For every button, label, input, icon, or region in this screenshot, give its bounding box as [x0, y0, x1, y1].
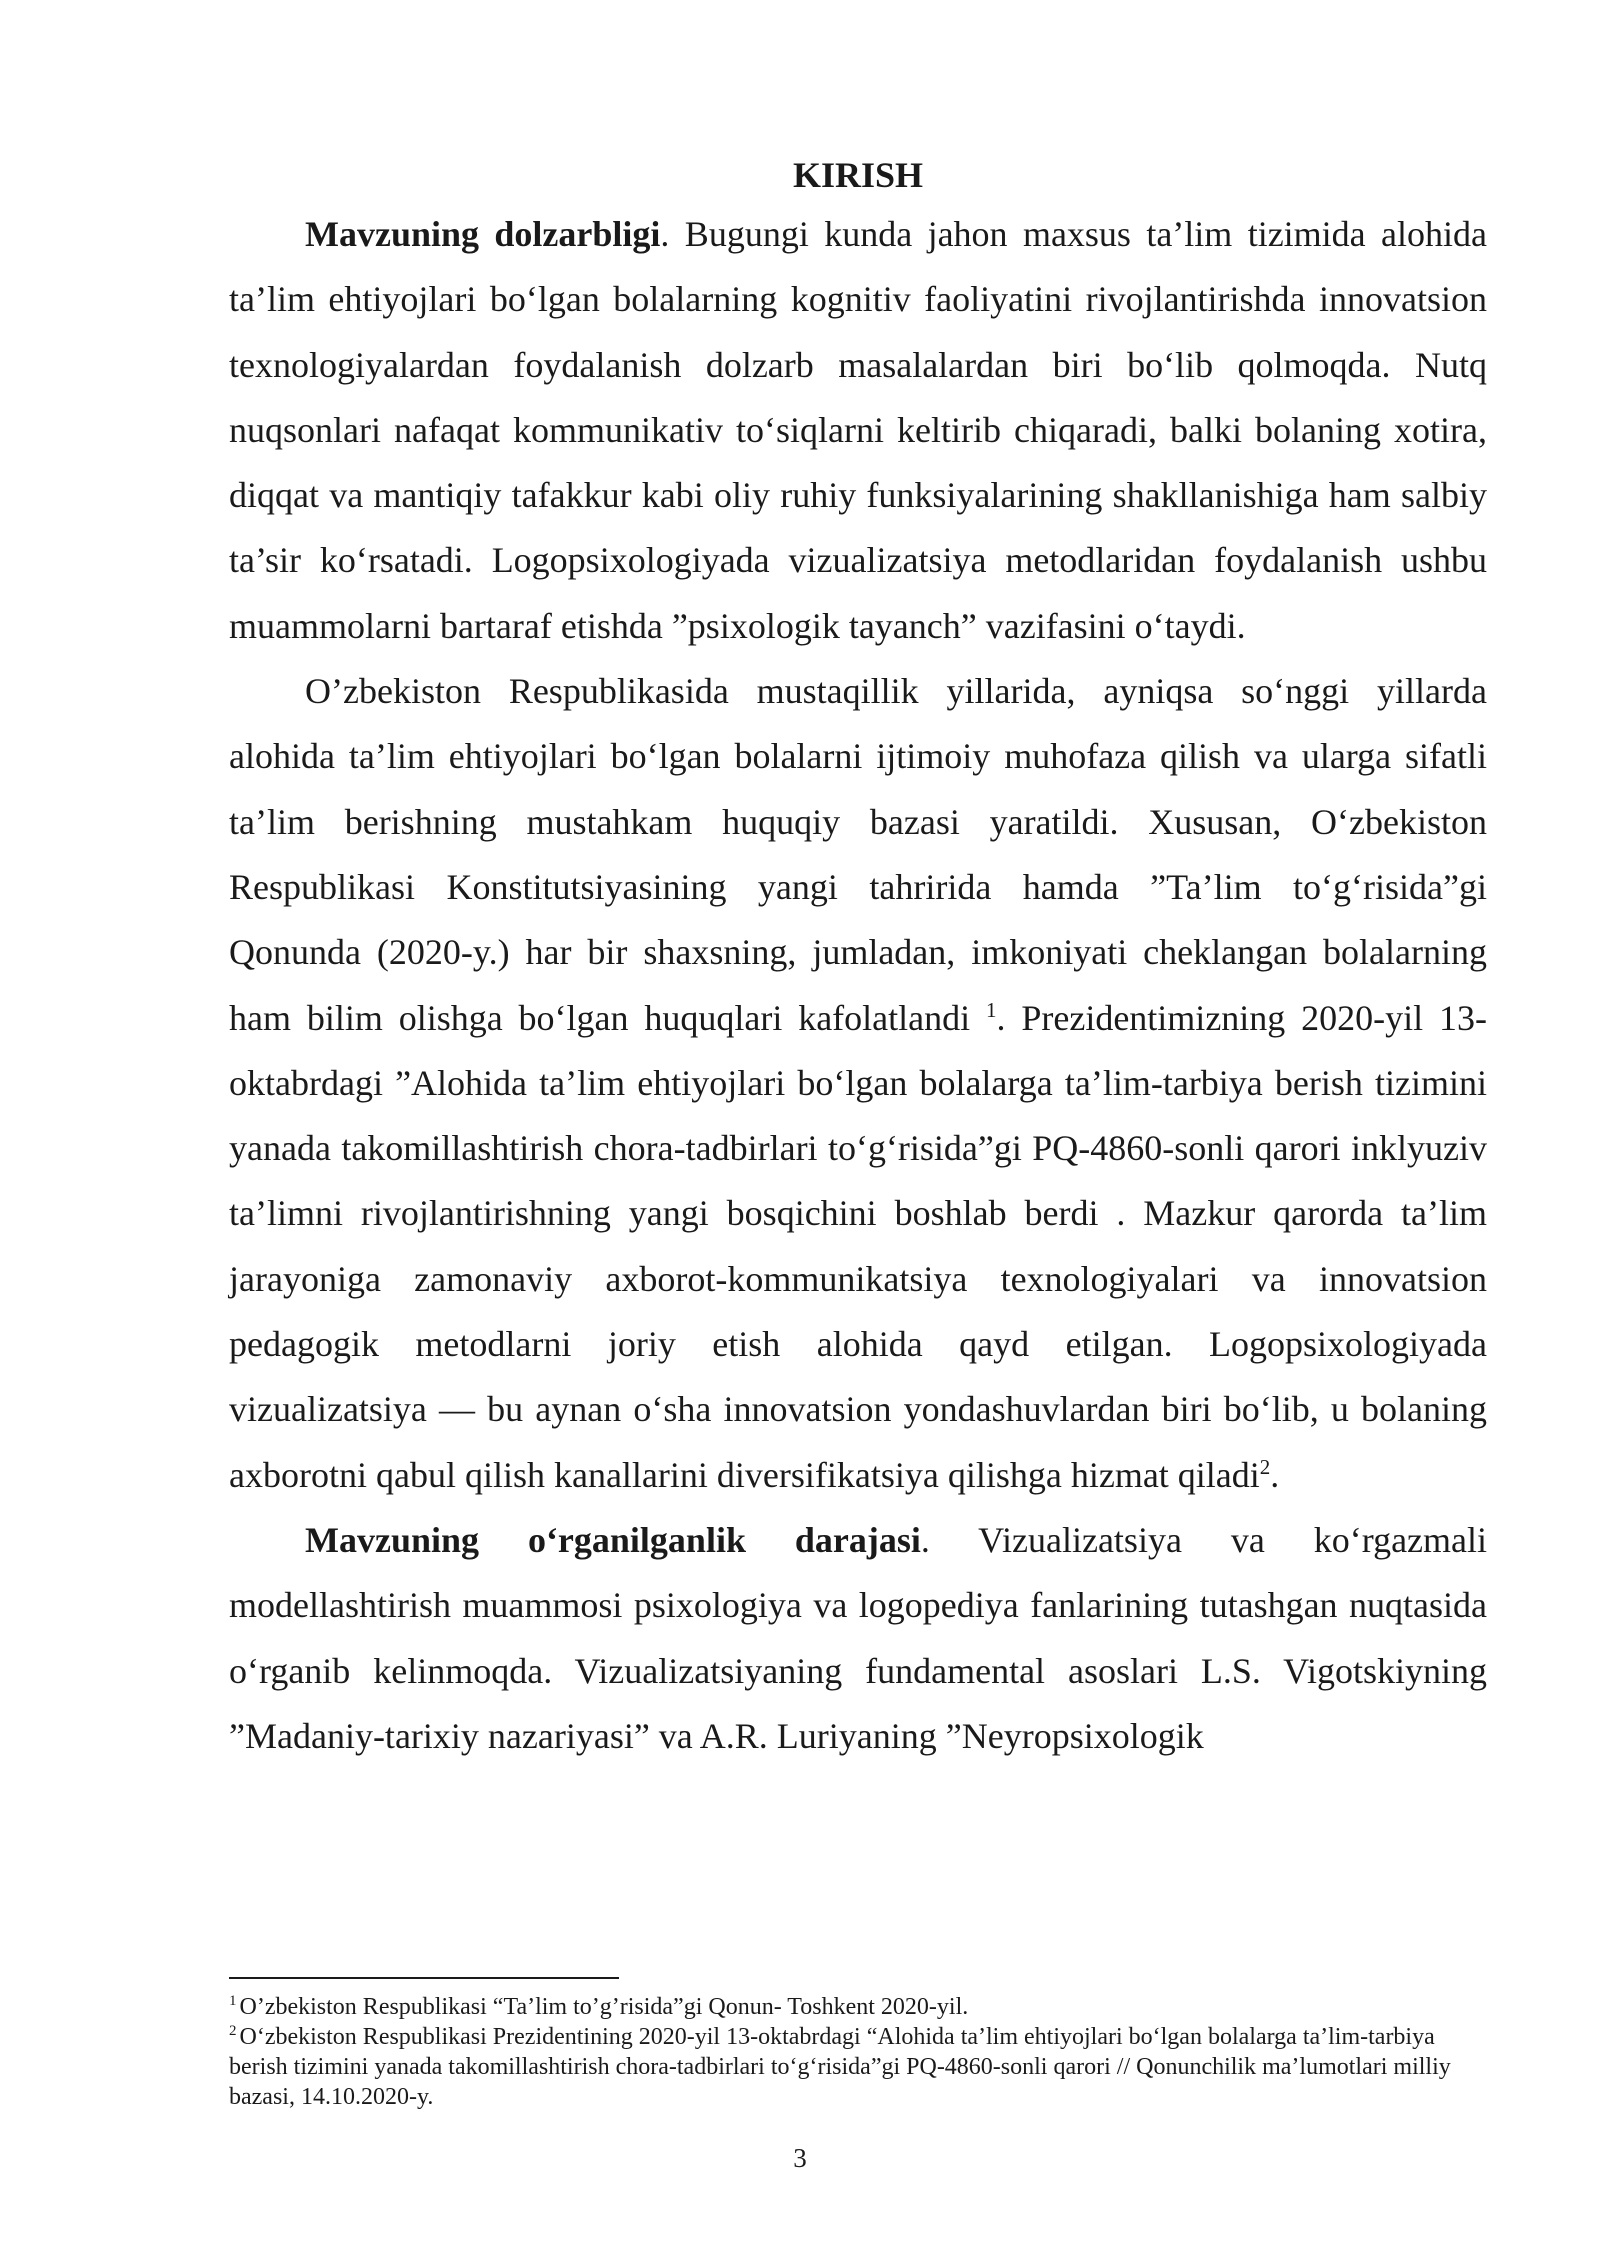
footnote-text: O‘zbekiston Respublikasi Prezidentining 2020-yil 13-oktabrdagi “Alohida ta’lim ehtiyojlari bo‘lgan bolalarga ta’lim-tarbiya berish tizimini yanada takomillashtirish chora-tadbirlari to‘g‘risida”gi PQ-4860-sonli qarori // Qonunchilik ma’lumotlari milliy bazasi, 14.10.2020-y. [229, 2024, 1451, 2110]
footnote-2 [229, 2022, 1487, 2112]
page-number: 3 [793, 2143, 807, 2173]
paragraph-text: O’zbekiston Respublikasida mustaqillik yillarida, ayniqsa so‘nggi yillarda alohida ta’lim ehtiyojlari bo‘lgan bolalarni ijtimoiy muhofaza qilish va ularga sifatli ta’lim berishning mustahkam huquqiy bazasi yaratildi. Xususan, O‘zbekiston Respublikasi Konstitutsiyasining yangi tahririda hamda ”Ta’lim to‘g‘risida”gi Qonunda (2020-y.) har bir shaxsning, jumladan, imkoniyati cheklangan bolalarning ham bilim olishga bo‘lgan huquqlari kafolatlandi [229, 671, 1487, 1038]
footnote-mark: 1 [229, 1993, 237, 2009]
main-text [229, 148, 1487, 1769]
paragraph-legal-basis [229, 659, 1487, 1508]
paragraph-relevance [229, 202, 1487, 659]
paragraph-text: Bugungi kunda jahon maxsus ta’lim tizimida alohida ta’lim ehtiyojlari bo‘lgan bolalarning kognitiv faoliyatini rivojlantirishda innovatsion texnologiyalardan foydalanish dolzarb masalalardan biri bo‘lib qolmoqda. Nutq nuqsonlari nafaqat kommunikativ to‘siqlarni keltirib chiqaradi, balki bolaning xotira, diqqat va mantiqiy tafakkur kabi oliy ruhiy funksiyalarining shakllanishiga ham salbiy ta’sir ko‘rsatadi. Logopsixologiyada vizualizatsiya metodlaridan foydalanish ushbu muammolarni bartaraf etishda ”psixologik tayanch” vazifasini o‘taydi. [229, 214, 1488, 646]
paragraph-text: Vizualizatsiya va ko‘rgazmali modellashtirish muammosi psixologiya va logopediya fanlarining tutashgan nuqtasida o‘rganib kelinmoqda. Vizualizatsiyaning fundamental asoslari L.S. Vigotskiyning ”Madaniy-tarixiy nazariyasi” va A.R. Luriyaning ”Neyropsixologik [229, 1519, 1488, 1756]
footnote-separator [229, 1977, 619, 1979]
footnotes [229, 1992, 1487, 2112]
page-title: KIRISH [792, 155, 924, 195]
paragraph-lead: Mavzuning o‘rganilganlik darajasi [305, 1519, 921, 1560]
paragraph-text: . Prezidentimizning 2020-yil 13-oktabrdagi ”Alohida ta’lim ehtiyojlari bo‘lgan bolalarga ta’lim-tarbiya berish tizimini yanada takomillashtirish chora-tadbirlari to‘g‘risida”gi PQ-4860-sonli qarori inklyuziv ta’limni rivojlantirishning yangi bosqichini boshlab berdi . Mazkur qarorda ta’lim jarayoniga zamonaviy axborot-kommunikatsiya texnologiyalari va innovatsion pedagogik metodlarni joriy etish alohida qayd etilgan. Logopsixologiyada vizualizatsiya — bu aynan o‘sha innovatsion yondashuvlardan biri bo‘lib, u bolaning axborotni qabul qilish kanallarini diversifikatsiya qilishga hizmat qiladi [229, 997, 1487, 1495]
footnote-ref-2[interactable]: 2 [1259, 1454, 1271, 1479]
paragraph-research-degree [229, 1508, 1487, 1769]
paragraph-lead: Mavzuning dolzarbligi [305, 214, 661, 254]
footnote-text: O’zbekiston Respublikasi “Ta’lim to’g’risida”gi Qonun- Toshkent 2020-yil. [239, 1994, 969, 2020]
footnote-mark: 2 [229, 2023, 237, 2039]
paragraph-lead-punct: . [660, 214, 670, 254]
paragraph-lead-punct: . [920, 1519, 930, 1560]
footnote-ref-1[interactable]: 1 [986, 997, 997, 1022]
paragraph-text: . [1270, 1454, 1280, 1495]
footnote-1 [229, 1992, 1487, 2022]
